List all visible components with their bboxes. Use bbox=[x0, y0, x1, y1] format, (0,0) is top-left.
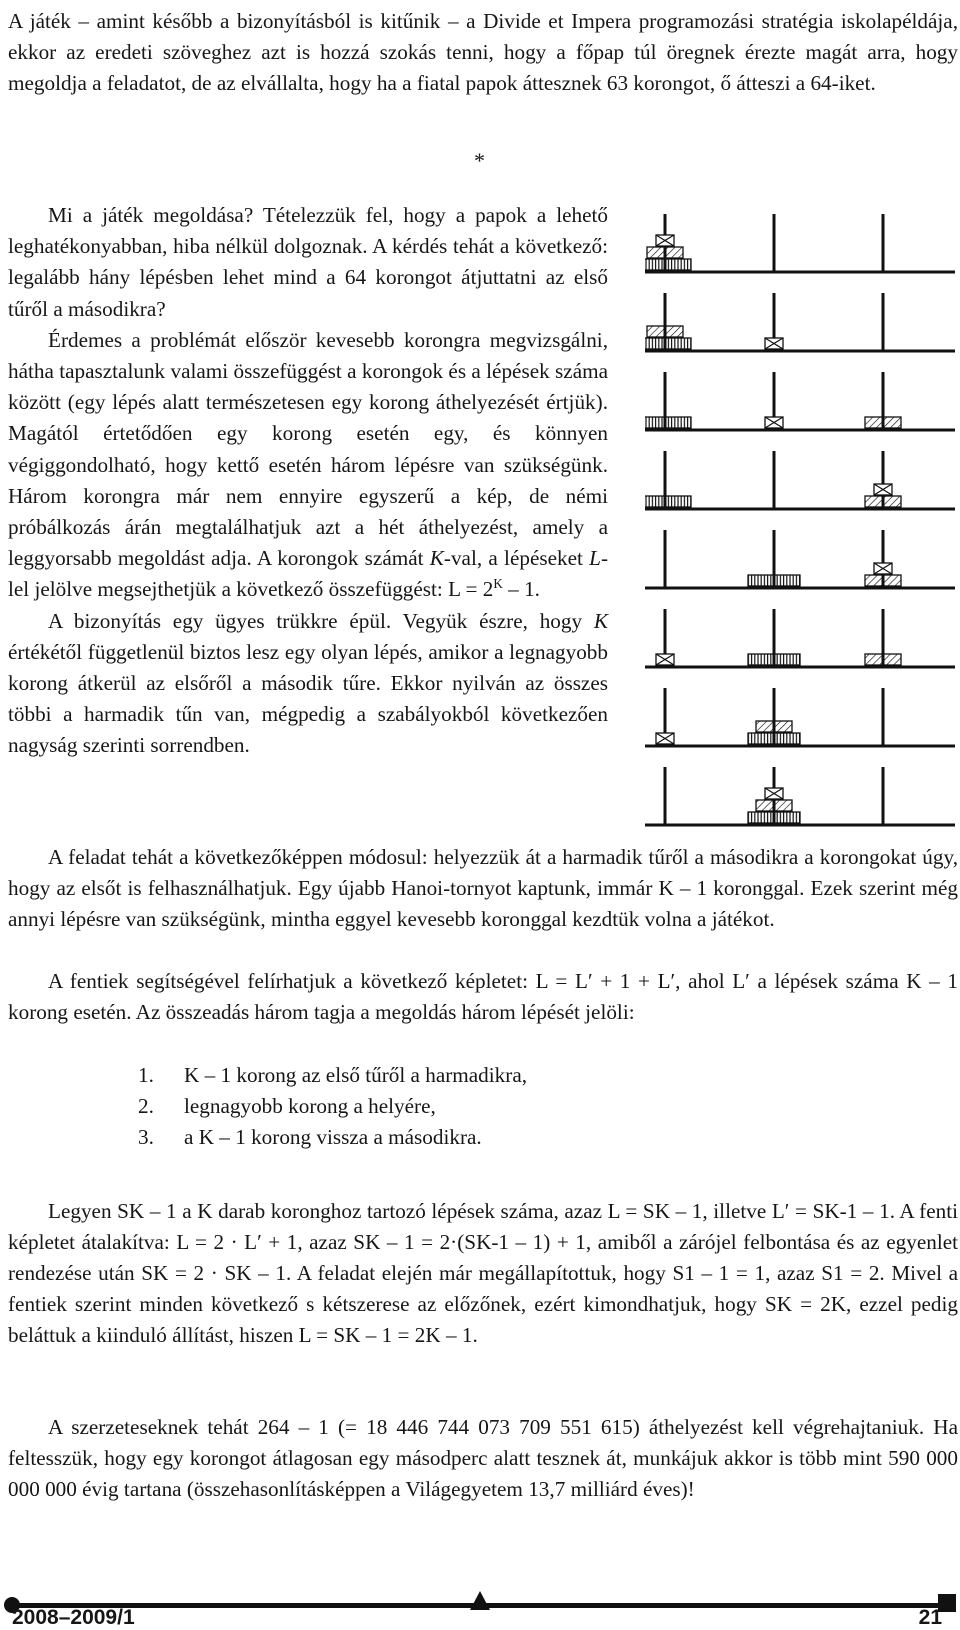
hanoi-disk-2 bbox=[865, 496, 901, 507]
formula-paragraph: A fentiek segítségével felírhatjuk a következő képletet: L = L′ + 1 + L′, ahol L′ a lépések száma K – 1 korong esetén. Az összeadás három tagja a megoldás három lépését jelöli: bbox=[8, 969, 958, 1024]
hanoi-disk-2 bbox=[756, 800, 792, 811]
footer-triangle-ornament bbox=[470, 1591, 490, 1610]
hanoi-disk-2 bbox=[865, 417, 901, 428]
step-item-3: 3. a K – 1 korong vissza a másodikra. bbox=[138, 1125, 482, 1149]
intro-paragraph: A játék – amint később a bizonyításból is kitűnik – a Divide et Impera programozási stratégia iskolapéldája, ekkor az eredeti szöveghez azt is hozzá szokás tenni, hogy a főpap túl öregnek érezte magát arra, hogy megoldja a feladatot, de az elvállalta, hogy ha a fiatal papok áttesznek 63 korongot, ő átteszi a 64-iket. bbox=[8, 9, 958, 95]
page-number: 21 bbox=[918, 1606, 942, 1629]
derivation-paragraph: Legyen SK – 1 a K darab koronghoz tartozó lépések száma, azaz L = SK – 1, illetve L′ = SK-1 – 1. A fenti képletet átalakítva: L = 2 · L′ + 1, azaz SK – 1 = 2·(SK-1 – 1) + 1, amiből a zárójel felbontása és az egyenlet rendezése után SK = 2 · SK – 1. A feladat elején már megállapítottuk, hogy S1 – 1 = 1, azaz S1 = 2. Mivel a fentiek szerint minden következő s kétszerese az előzőnek, ezért kimondhatjuk, hogy SK = 2K, ezzel pedig beláttuk a kiinduló állítást, hiszen L = SK – 1 = 2K – 1. bbox=[8, 1199, 958, 1347]
hanoi-disk-2 bbox=[647, 326, 683, 337]
step-item-2: 2. legnagyobb korong a helyére, bbox=[138, 1094, 436, 1118]
hanoi-tower-states-figure bbox=[645, 206, 955, 852]
left-column bbox=[8, 200, 608, 762]
analysis-paragraph: Érdemes a problémát először kevesebb korongra megvizsgálni, hátha tapasztalunk valami összefüggést a korongok és a lépések száma között (egy lépés alatt természetesen egy korong áthelyezését értjük). Magától értetődően egy korong esetén egy, és könnyen végiggondolható, hogy kettő esetén három lépésre van szükségünk. Három korongra már nem ennyire egyszerű a kép, de némi próbálkozás árán megtalálhatjuk azt a hét áthelyezést, amely a leggyorsabb megoldást adja. A korongok számát K-val, a lépéseket L-lel jelölve megsejthetjük a következő összefüggést: $L = 2^K - 1$. bbox=[8, 327, 608, 602]
conclusion-paragraph: A szerzeteseknek tehát 264 – 1 (= 18 446 744 073 709 551 615) áthelyezést kell végrehajtaniuk. Ha feltesszük, hogy egy korongot átlagosan egy másodperc alatt tesznek át, munkájuk akkor is több mint 590 000 000 000 évig tartana (összehasonlításképpen a Világegyetem 13,7 milliárd éves)! bbox=[8, 1415, 958, 1501]
section-separator: * bbox=[474, 148, 485, 173]
question-paragraph: Mi a játék megoldása? Tételezzük fel, hogy a papok a lehető leghatékonyabban, hiba nélkül dolgoznak. A kérdés tehát a következő: legalább hány lépésben lehet mind a 64 korongot átjuttatni az első tűről a másodikra? bbox=[8, 203, 608, 321]
hanoi-disk-3 bbox=[645, 338, 691, 349]
step-item-1: 1. K – 1 korong az első tűről a harmadikra, bbox=[138, 1063, 528, 1087]
hanoi-disk-3 bbox=[645, 417, 691, 428]
hanoi-disk-2 bbox=[647, 247, 683, 258]
hanoi-disk-3 bbox=[645, 259, 691, 270]
hanoi-disk-2 bbox=[756, 721, 792, 732]
hanoi-disk-3 bbox=[748, 733, 800, 744]
proof-paragraph: A bizonyítás egy ügyes trükkre épül. Vegyük észre, hogy K értékétől függetlenül biztos lesz egy olyan lépés, amikor a legnagyobb korong átkerül az elsőről a második tűre. Ekkor nyilván az összes többi a harmadik tűn van, mégpedig a szabályokból következően nagyság szerinti sorrendben. bbox=[8, 608, 608, 758]
issue-number: 2008–2009/1 bbox=[12, 1606, 135, 1629]
hanoi-disk-3 bbox=[748, 575, 800, 586]
hanoi-disk-2 bbox=[865, 575, 901, 586]
hanoi-disk-2 bbox=[865, 654, 901, 665]
steps-list bbox=[138, 1060, 527, 1153]
hanoi-disk-3 bbox=[645, 496, 691, 507]
modification-paragraph: A feladat tehát a következőképpen módosul: helyezzük át a harmadik tűről a másodikra a korongokat úgy, hogy az elsőt is felhasználhatjuk. Egy újabb Hanoi-tornyot kaptunk, immár K – 1 koronggal. Ezek szerint még annyi lépésre van szükségünk, mintha eggyel kevesebb koronggal kezdtük volna a játékot. bbox=[8, 845, 958, 931]
hanoi-disk-3 bbox=[748, 812, 800, 823]
hanoi-disk-3 bbox=[748, 654, 800, 665]
